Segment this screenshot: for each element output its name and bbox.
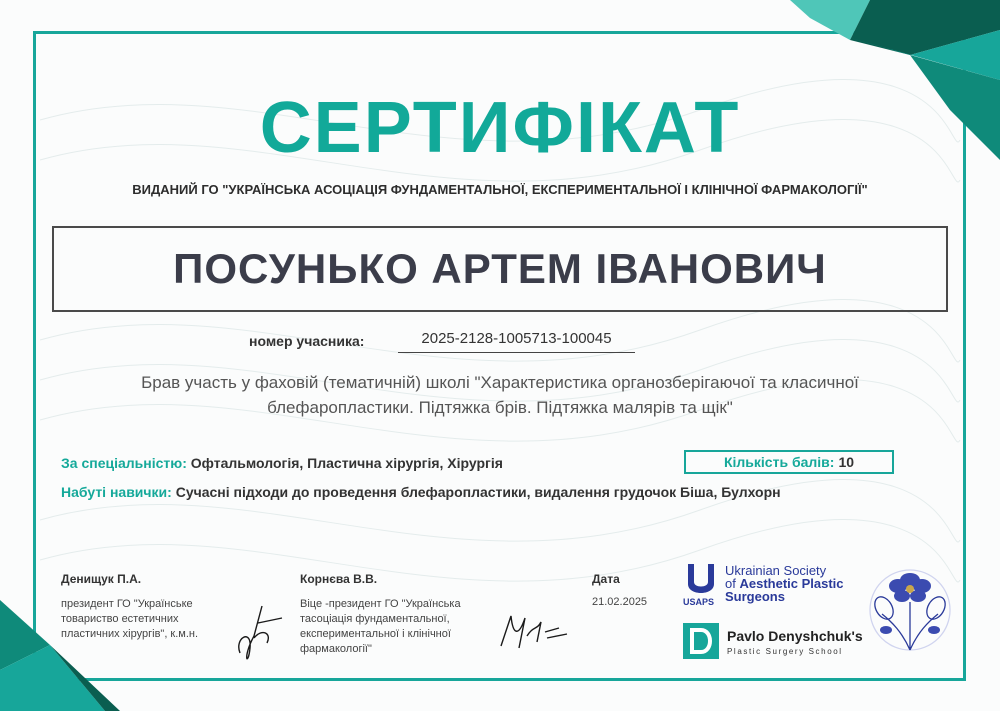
signatory-1-name: Денищук П.А. [61, 572, 142, 586]
usaps-name [725, 564, 844, 603]
specialty-value: Офтальмологія, Пластична хірургія, Хірургія [190, 455, 503, 471]
signatory-1-role-line: пластичних хірургів", к.м.н. [61, 628, 199, 640]
date-label: Дата [592, 572, 620, 586]
signatory-2-role-line: Віце -президент ГО "Українська [300, 598, 461, 610]
certificate-title: СЕРТИФІКАТ [259, 88, 741, 168]
specialty-label: За спеціальністю: [61, 455, 187, 471]
usaps-line-3: Surgeons [725, 589, 785, 604]
course-line-1: Брав участь у фаховій (тематичній) школі "Характеристика органозберігаючої та класичної [141, 373, 859, 392]
usaps-line-1: Ukrainian Society [725, 563, 827, 578]
floral-emblem-icon [862, 562, 957, 657]
pds-school-name: Pavlo Denyshchuk's [727, 628, 863, 644]
signatory-2-role-line: тасоціація фундаментальної, [300, 613, 450, 625]
score-label: Кількість балів: [723, 454, 835, 470]
usaps-line-2-prefix: of [725, 576, 740, 591]
course-line-2: блефаропластики. Підтяжка брів. Підтяжка малярів та щік" [267, 398, 733, 417]
specialty-line [61, 455, 503, 471]
recipient-name-box [52, 226, 948, 312]
skills-line [61, 484, 781, 500]
skills-value: Сучасні підходи до проведення блефаропластики, видалення грудочок Біша, Булхорн [175, 484, 781, 500]
skills-label: Набуті навички: [61, 484, 172, 500]
pds-school-subtitle: Plastic Surgery School [727, 647, 843, 656]
issuer-line: ВИДАНИЙ ГО "УКРАЇНСЬКА АСОЦІАЦІЯ ФУНДАМЕНТАЛЬНОЇ, ЕКСПЕРИМЕНТАЛЬНОЇ І КЛІНІЧНОЇ ФАРМАКОЛОГІЇ" [132, 182, 868, 197]
signature-2 [497, 606, 572, 654]
usaps-logo-icon [686, 562, 716, 596]
course-description [70, 370, 930, 420]
recipient-name: ПОСУНЬКО АРТЕМ ІВАНОВИЧ [173, 245, 827, 292]
score-value: 10 [838, 454, 855, 470]
signatory-2-role-line: експериментальної і клінічної [300, 628, 451, 640]
usaps-line-2-bold: Aesthetic Plastic [739, 576, 844, 591]
participant-number-label: номер учасника: [249, 333, 365, 349]
participant-number: 2025-2128-1005713-100045 [398, 330, 635, 353]
signatory-2-role [300, 597, 461, 657]
pds-logo-icon [683, 623, 719, 659]
usaps-abbreviation: USAPS [683, 597, 715, 607]
signature-1 [232, 598, 287, 660]
date-value: 21.02.2025 [592, 596, 648, 608]
score-box [684, 450, 894, 474]
signatory-1-role [61, 597, 198, 642]
signatory-1-role-line: товариство естетичних [61, 613, 179, 625]
signatory-2-name: Корнєва В.В. [300, 572, 378, 586]
signatory-2-role-line: фармакології" [300, 643, 372, 655]
signatory-1-role-line: президент ГО "Українське [61, 598, 193, 610]
